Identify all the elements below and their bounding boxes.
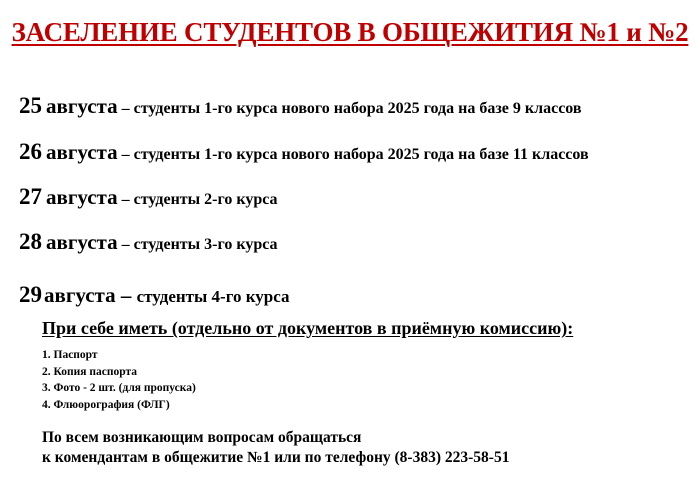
schedule-day: 29 <box>19 282 42 307</box>
schedule-description: – студенты 1-го курса нового набора 2025 года на базе 11 классов <box>117 146 589 163</box>
schedule-row-aug-26 <box>19 139 589 165</box>
schedule-description: – студенты 2-го курса <box>117 191 278 208</box>
list-item: 2. Копия паспорта <box>42 365 138 378</box>
schedule-month: августа <box>46 185 118 209</box>
schedule-month: августа <box>46 94 118 118</box>
list-item: 1. Паспорт <box>42 349 98 361</box>
schedule-day: 25 <box>19 93 42 118</box>
list-item: 3. Фото - 2 шт. (для пропуска) <box>42 382 196 394</box>
requirements-list <box>42 347 196 413</box>
schedule-description: студенты 4-го курса <box>136 287 290 306</box>
schedule-month: августа <box>46 140 118 164</box>
schedule-row-aug-28 <box>19 229 278 255</box>
schedule-row-aug-25 <box>19 93 582 119</box>
list-item: 4. Флюорография (ФЛГ) <box>42 398 170 411</box>
schedule-description: – студенты 1-го курса нового набора 2025 года на базе 9 классов <box>117 100 582 117</box>
schedule-row-aug-27 <box>19 184 278 210</box>
contact-info <box>42 428 509 467</box>
schedule-day: 27 <box>19 184 42 209</box>
schedule-row-aug-29 <box>19 282 290 308</box>
contact-line: По всем возникающим вопросам обращаться <box>42 429 362 446</box>
contact-line: к комендантам в общежитие №1 или по телефону (8-383) 223-58-51 <box>42 448 510 466</box>
page-title: ЗАСЕЛЕНИЕ СТУДЕНТОВ В ОБЩЕЖИТИЯ №1 и №2 <box>11 17 689 47</box>
schedule-dash: – <box>115 283 137 307</box>
schedule-month: августа <box>46 230 118 254</box>
requirements-heading: При себе иметь (отдельно от документов в приёмную комиссию): <box>42 318 574 338</box>
schedule-month: августа <box>44 283 116 307</box>
schedule-description: – студенты 3-го курса <box>117 236 278 253</box>
schedule-day: 26 <box>19 139 42 164</box>
schedule-day: 28 <box>19 229 42 254</box>
